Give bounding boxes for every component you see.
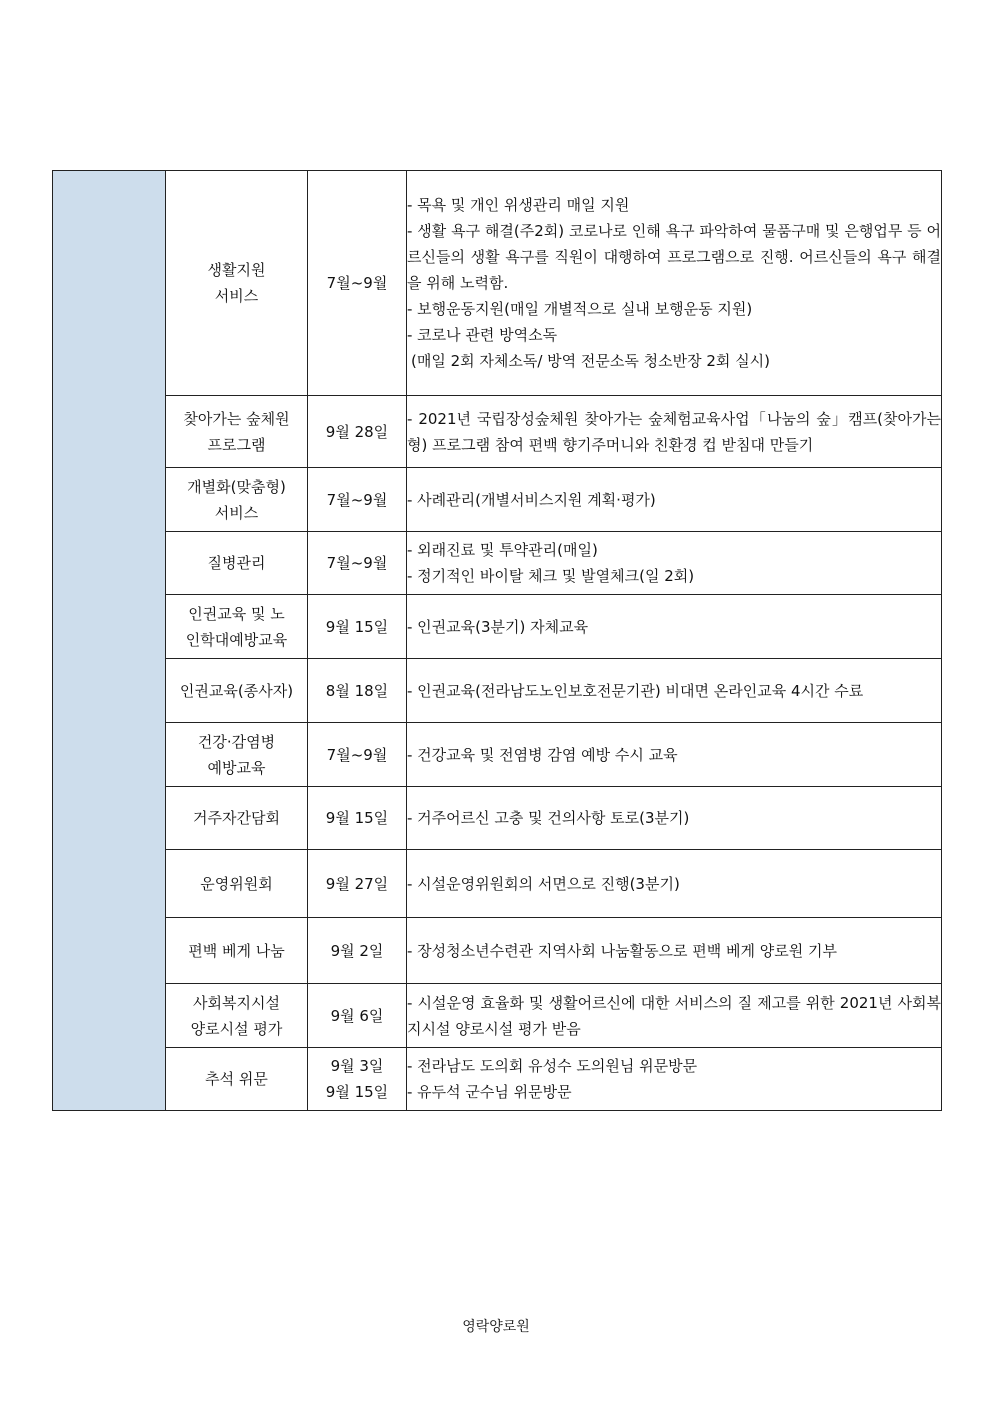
table-row [53, 171, 942, 396]
date-cell: 7월~9월 [308, 723, 407, 787]
table-row [53, 468, 942, 532]
program-table [52, 170, 942, 1111]
description-cell: - 장성청소년수련관 지역사회 나눔활동으로 편백 베게 양로원 기부 [407, 918, 942, 984]
category-cell: 건강·감염병 예방교육 [166, 723, 308, 787]
description-cell: - 외래진료 및 투약관리(매일) - 정기적인 바이탈 체크 및 발열체크(일 2회) [407, 532, 942, 595]
table-row [53, 918, 942, 984]
table-row [53, 595, 942, 659]
table-row [53, 723, 942, 787]
date-cell: 9월 27일 [308, 850, 407, 918]
description-cell: - 인권교육(3분기) 자체교육 [407, 595, 942, 659]
date-cell: 9월 15일 [308, 787, 407, 850]
category-cell: 질병관리 [166, 532, 308, 595]
category-cell: 찾아가는 숲체원 프로그램 [166, 396, 308, 468]
description-cell: - 인권교육(전라남도노인보호전문기관) 비대면 온라인교육 4시간 수료 [407, 659, 942, 723]
category-cell: 인권교육(종사자) [166, 659, 308, 723]
page-footer: 영락양로원 [462, 1319, 530, 1335]
table-row [53, 532, 942, 595]
category-cell: 운영위원회 [166, 850, 308, 918]
description-cell: - 시설운영 효율화 및 생활어르신에 대한 서비스의 질 제고를 위한 2021년 사회복지시설 양로시설 평가 받음 [407, 984, 942, 1048]
date-cell: 9월 2일 [308, 918, 407, 984]
description-cell: - 2021년 국립장성숲체원 찾아가는 숲체험교육사업「나눔의 숲」캠프(찾아가는형) 프로그램 참여 편백 향기주머니와 친환경 컵 받침대 만들기 [407, 396, 942, 468]
date-cell: 9월 6일 [308, 984, 407, 1048]
category-cell: 인권교육 및 노 인학대예방교육 [166, 595, 308, 659]
category-cell: 개별화(맞춤형) 서비스 [166, 468, 308, 532]
date-cell: 7월~9월 [308, 468, 407, 532]
table-row [53, 1048, 942, 1111]
category-cell: 생활지원 서비스 [166, 171, 308, 396]
date-cell: 9월 3일 9월 15일 [308, 1048, 407, 1111]
table-row [53, 396, 942, 468]
category-cell: 추석 위문 [166, 1048, 308, 1111]
date-cell: 7월~9월 [308, 171, 407, 396]
description-cell: - 시설운영위원회의 서면으로 진행(3분기) [407, 850, 942, 918]
table-row [53, 984, 942, 1048]
date-cell: 9월 15일 [308, 595, 407, 659]
description-cell: - 전라남도 도의회 유성수 도의원님 위문방문 - 유두석 군수님 위문방문 [407, 1048, 942, 1111]
table-row [53, 787, 942, 850]
description-cell: - 사례관리(개별서비스지원 계획·평가) [407, 468, 942, 532]
category-cell: 편백 베게 나눔 [166, 918, 308, 984]
date-cell: 9월 28일 [308, 396, 407, 468]
description-cell: - 거주어르신 고충 및 건의사항 토로(3분기) [407, 787, 942, 850]
category-cell: 사회복지시설 양로시설 평가 [166, 984, 308, 1048]
table-row [53, 850, 942, 918]
date-cell: 8월 18일 [308, 659, 407, 723]
date-cell: 7월~9월 [308, 532, 407, 595]
section-side-column [53, 171, 166, 1111]
table-row [53, 659, 942, 723]
description-cell: - 건강교육 및 전염병 감염 예방 수시 교육 [407, 723, 942, 787]
category-cell: 거주자간담회 [166, 787, 308, 850]
description-cell: - 목욕 및 개인 위생관리 매일 지원 - 생활 욕구 해결(주2회) 코로나로 인해 욕구 파악하여 물품구매 및 은행업무 등 어르신들의 생활 욕구를 직원이 대행하여 프로그램으로 진행. 어르신들의 욕구 해결을 위해 노력함. - 보행운동지원(매일 개별적으로 실내 보행운동 지원) - 코로나 관련 방역소독 (매일 2회 자체소독/ 방역 전문소독 청소반장 2회 실시) [407, 171, 942, 396]
